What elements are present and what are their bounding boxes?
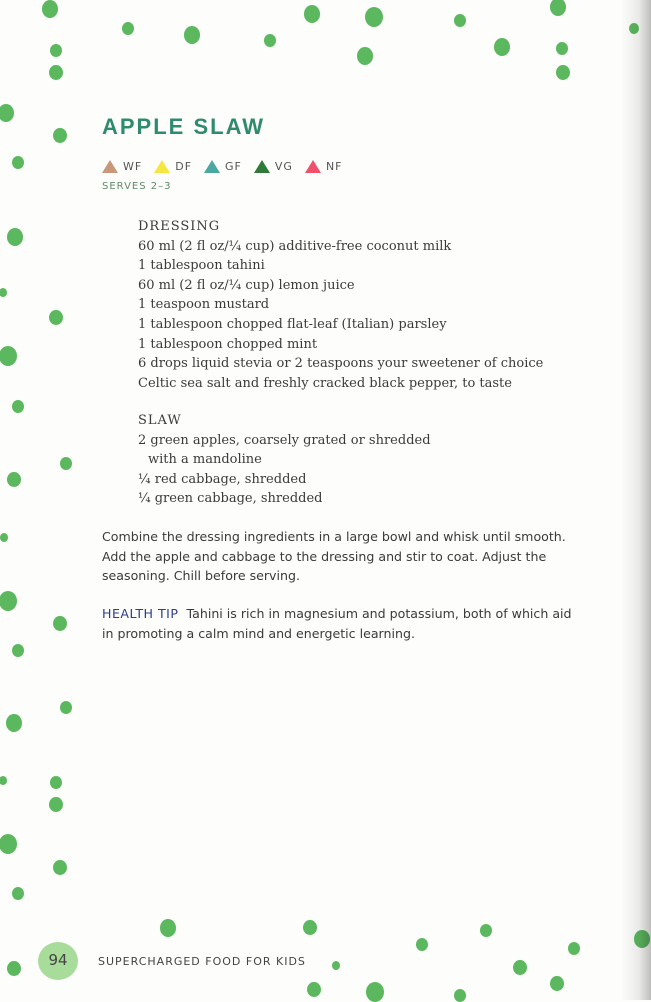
tag-wf [102,160,142,173]
green-dot [480,924,492,937]
dressing-section [138,217,543,393]
green-dot [53,860,67,875]
ingredient: with a mandoline [148,452,262,468]
green-dot [357,47,373,65]
ingredient: 6 drops liquid stevia or 2 teaspoons your sweetener of choice [138,356,544,372]
green-dot [12,887,24,900]
ingredient: 1 tablespoon tahini [138,258,265,274]
book-title: SUPERCHARGED FOOD FOR KIDS [98,955,306,968]
green-dot [53,128,67,143]
ingredient: 60 ml (2 fl oz/¼ cup) additive-free coconut milk [138,238,452,254]
green-dot [7,228,23,246]
green-dot [42,0,58,18]
green-dot [568,942,580,955]
dietary-tags [102,160,343,173]
ingredient: 1 tablespoon chopped mint [138,336,318,352]
tag-nf [305,160,343,173]
green-dot [365,7,383,27]
green-dot [122,22,134,35]
dressing-heading: DRESSING [138,219,221,234]
triangle-icon [305,160,321,173]
recipe-title: APPLE SLAW [102,114,266,139]
green-dot [550,976,564,991]
triangle-icon [154,160,170,173]
green-dot [160,919,176,937]
health-tip [102,604,572,643]
tag-label: GF [225,160,242,173]
green-dot [454,14,466,27]
triangle-icon [204,160,220,173]
green-dot [0,104,14,122]
green-dot [416,938,428,951]
ingredient: Celtic sea salt and freshly cracked black pepper, to taste [138,375,512,391]
green-dot [49,310,63,325]
green-dot [556,42,568,55]
green-dot [12,400,24,413]
green-dot [332,961,340,970]
health-tip-text: Tahini is rich in magnesium and potassium, both of which aid in promoting a calm mind and energetic learning. [102,606,572,641]
ingredient: 2 green apples, coarsely grated or shredded [138,432,431,448]
green-dot [0,288,7,297]
green-dot [0,533,8,542]
ingredient: 1 teaspoon mustard [138,297,270,313]
green-dot [50,44,62,57]
ingredient: 1 tablespoon chopped flat-leaf (Italian) parsley [138,316,447,332]
tag-label: WF [123,160,143,173]
green-dot [0,346,17,366]
serves: SERVES 2–3 [102,181,172,192]
green-dot [60,701,72,714]
green-dot [53,616,67,631]
tag-label: NF [325,160,343,173]
green-dot [49,797,63,812]
ingredient: ¼ green cabbage, shredded [138,491,323,507]
ingredient: 60 ml (2 fl oz/¼ cup) lemon juice [138,277,355,293]
green-dot [513,960,527,975]
tag-df [154,160,192,173]
method-text: Combine the dressing ingredients in a large bowl and whisk until smooth. Add the apple and cabbage to the dressing and stir to coat. Adjust the seasoning. Chill before serving. [102,529,566,583]
green-dot [50,776,62,789]
tag-vg [254,160,293,173]
tag-label: VG [274,160,293,173]
slaw-section [138,411,431,509]
green-dot [6,714,22,732]
slaw-heading: SLAW [138,413,182,428]
ingredient: ¼ red cabbage, shredded [138,471,307,487]
tag-gf [204,160,242,173]
green-dot [304,5,320,23]
page-edge-shadow [621,0,651,1000]
green-dot [303,920,317,935]
green-dot [494,38,510,56]
green-dot [550,0,566,16]
green-dot [0,834,17,854]
green-dot [7,961,21,976]
page-number: 94 [38,942,78,980]
green-dot [0,591,17,611]
green-dot [366,982,384,1002]
green-dot [307,982,321,997]
green-dot [12,644,24,657]
tag-label: DF [175,160,193,173]
green-dot [49,65,63,80]
green-dot [0,776,7,785]
green-dot [264,34,276,47]
green-dot [7,472,21,487]
triangle-icon [254,160,270,173]
green-dot [184,26,200,44]
green-dot [12,156,24,169]
green-dot [60,457,72,470]
triangle-icon [102,160,118,173]
health-tip-label: HEALTH TIP [102,606,179,621]
green-dot [454,989,466,1002]
green-dot [556,65,570,80]
